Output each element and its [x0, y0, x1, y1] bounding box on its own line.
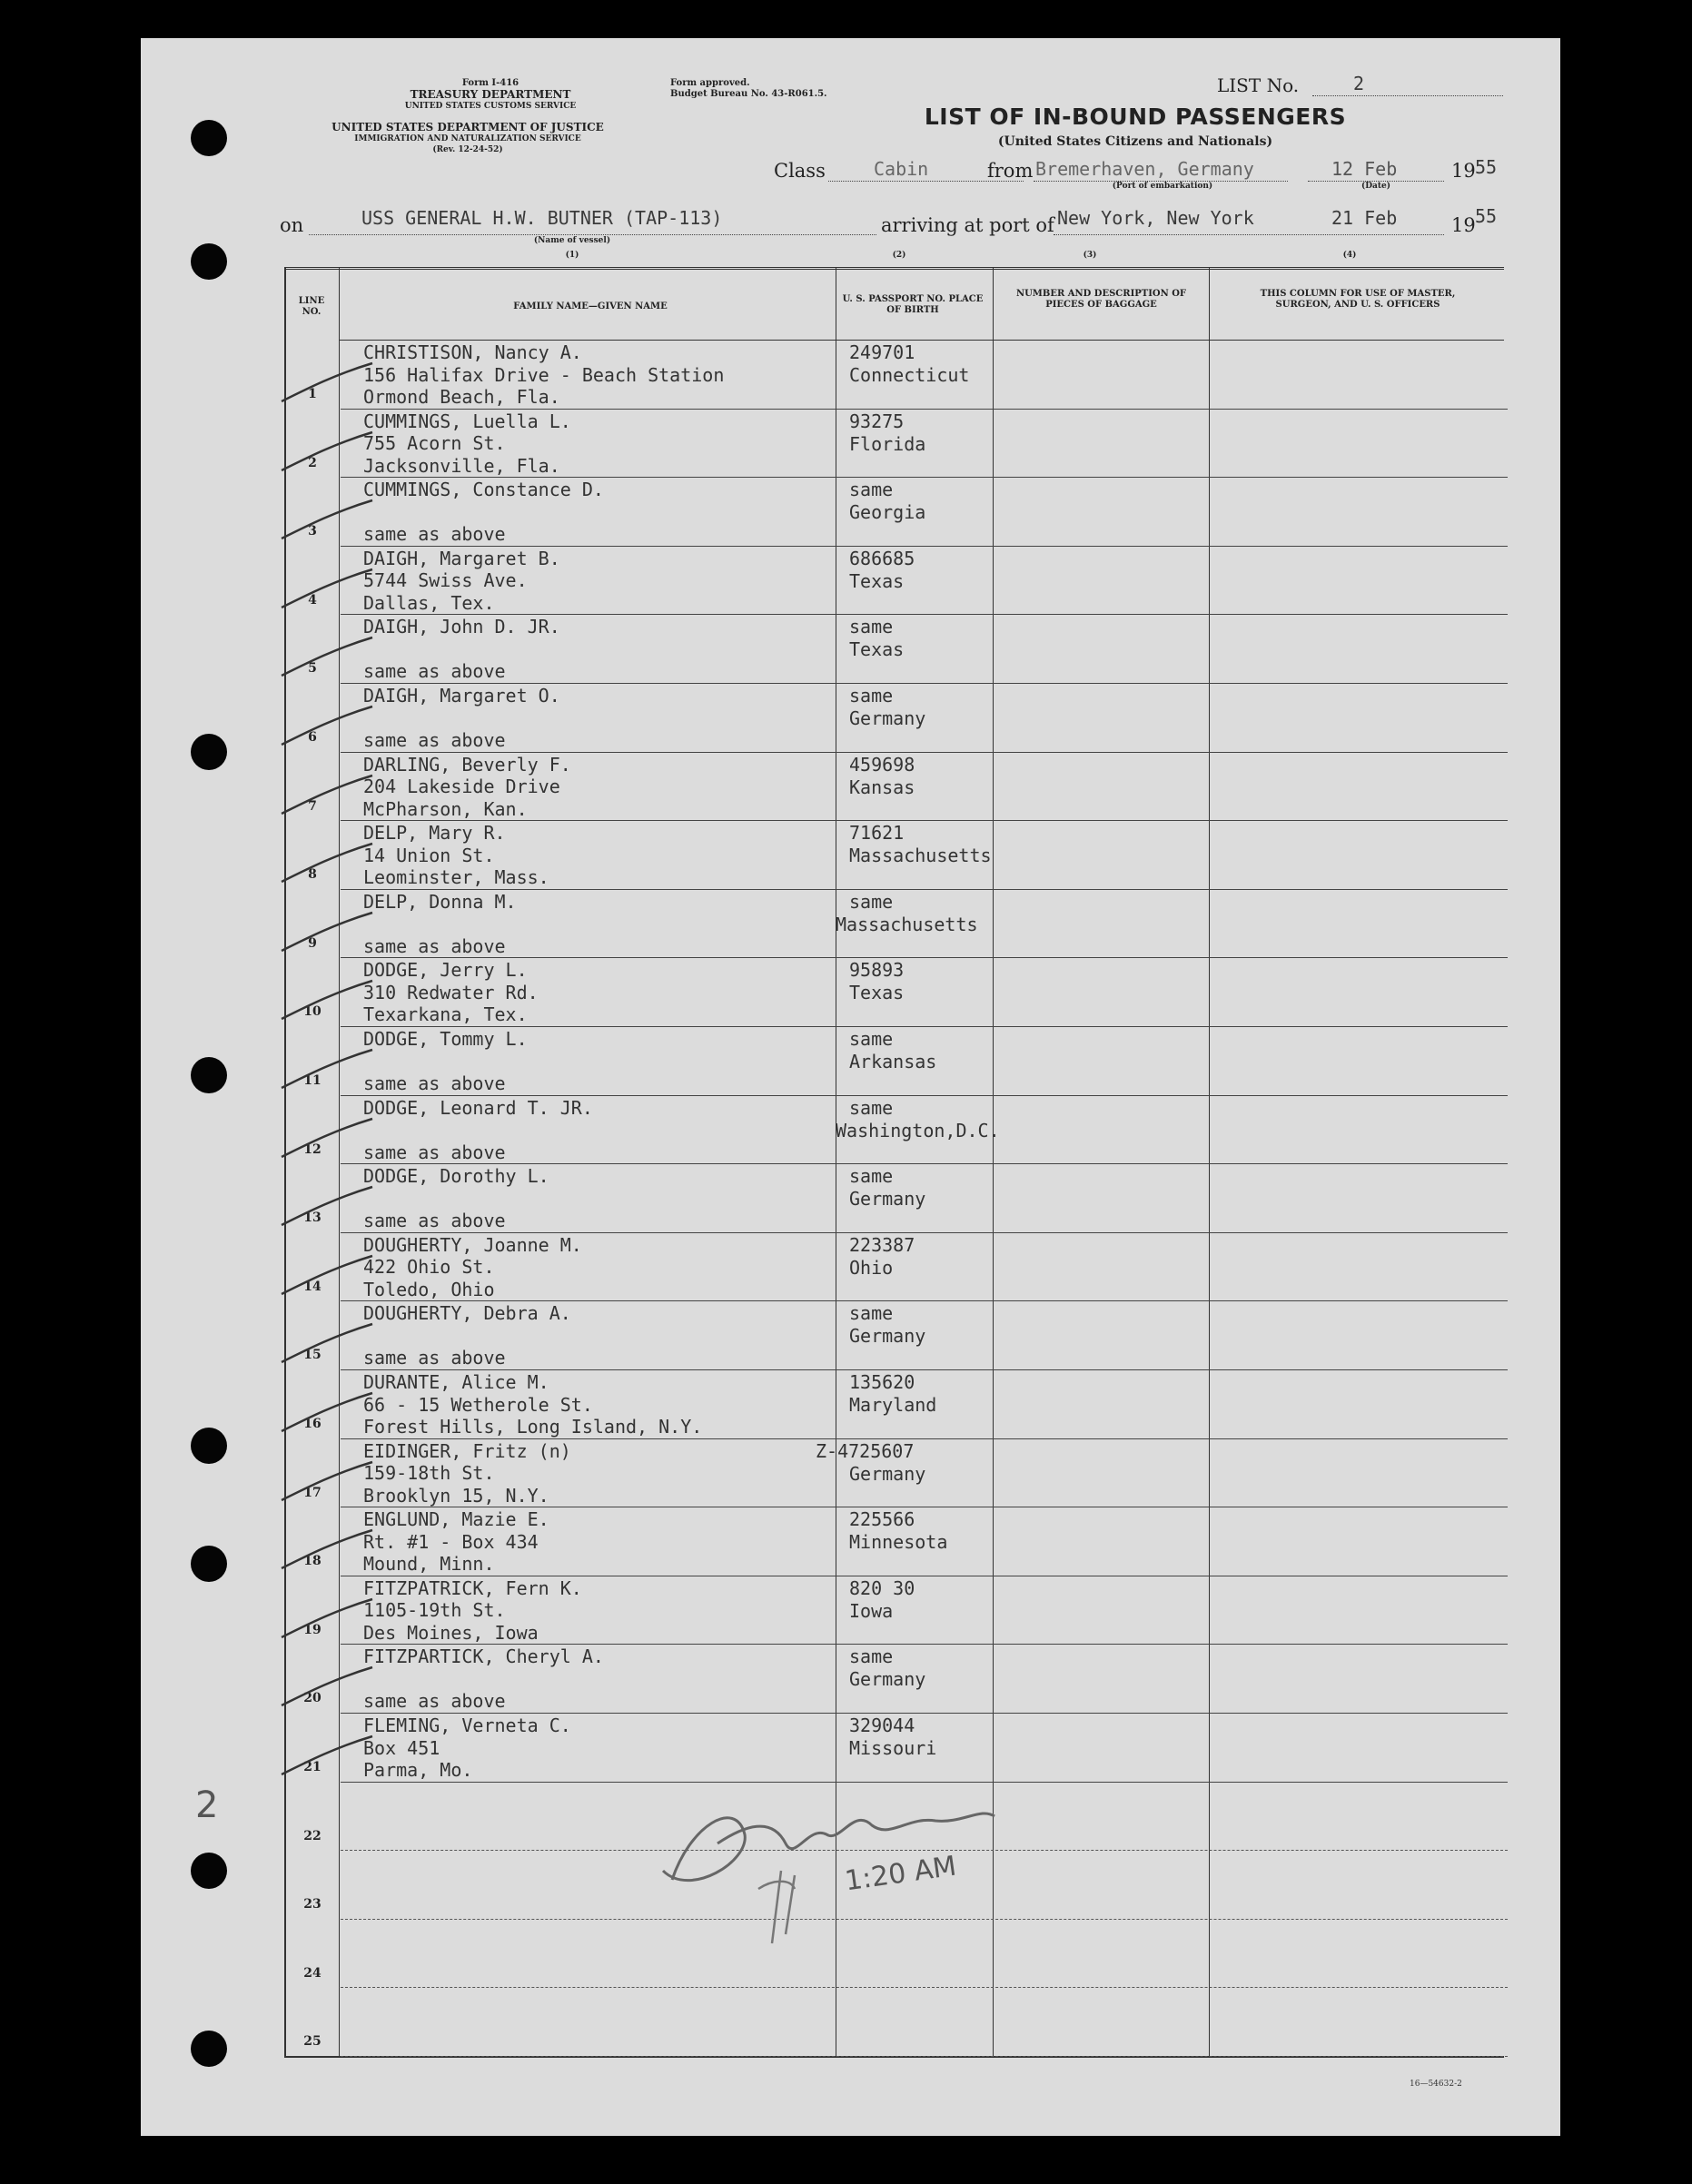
page-title: LIST OF IN-BOUND PASSENGERS [924, 104, 1347, 130]
passenger-address: Toledo, Ohio [363, 1278, 495, 1300]
passport-number: same [849, 616, 894, 638]
line-number: 21 [303, 1760, 322, 1774]
place-of-birth: Ohio [849, 1256, 894, 1279]
col-header-name: FAMILY NAME—GIVEN NAME [513, 301, 668, 311]
line-number: 10 [303, 1004, 322, 1020]
line-number: 20 [303, 1691, 322, 1706]
passenger-name: CUMMINGS, Constance D. [363, 479, 604, 501]
col-header-officers: THIS COLUMN FOR USE OF MASTER, SURGEON, AND U. S. OFFICERS [1260, 289, 1456, 310]
line-number: 7 [308, 798, 317, 814]
arriving-label: arriving at port of [881, 214, 1054, 236]
passenger-name: EIDINGER, Fritz (n) [363, 1439, 571, 1462]
row-divider [341, 1232, 1508, 1233]
passenger-name: DODGE, Dorothy L. [363, 1165, 549, 1188]
passport-number: 820 30 [849, 1576, 915, 1599]
binder-hole [191, 1853, 227, 1889]
passenger-address: 66 - 15 Wetherole St. [363, 1393, 593, 1416]
line-number: 12 [303, 1141, 322, 1157]
check-mark [272, 1523, 381, 1577]
arrival-port-underline [1054, 234, 1444, 235]
depart-year: 55 [1475, 156, 1498, 178]
binder-hole [191, 1428, 227, 1464]
check-mark [272, 905, 381, 960]
passenger-name: DOUGHERTY, Debra A. [363, 1302, 571, 1325]
depart-year-prefix: 19 [1451, 160, 1476, 182]
list-no-underline [1312, 95, 1503, 96]
customs-service: UNITED STATES CUSTOMS SERVICE [404, 102, 577, 111]
place-of-birth: Arkansas [849, 1051, 937, 1072]
table-top-border [284, 267, 1504, 270]
passport-number: 686685 [849, 547, 915, 569]
passenger-address: 755 Acorn St. [363, 432, 506, 455]
depart-date: 12 Feb [1331, 158, 1398, 180]
passenger-name: DELP, Mary R. [363, 822, 506, 845]
passport-number: same [849, 1302, 894, 1325]
row-divider [341, 683, 1508, 684]
passenger-address: 159-18th St. [363, 1462, 495, 1485]
check-mark [272, 562, 381, 617]
line-number: 6 [308, 730, 317, 745]
passenger-address: same as above [363, 729, 506, 751]
port-caption: (Port of embarkation) [1112, 182, 1213, 191]
passenger-name: FITZPARTICK, Cheryl A. [363, 1645, 604, 1668]
passenger-address: same as above [363, 660, 506, 683]
line-number: 14 [303, 1279, 322, 1294]
place-of-birth: Washington,D.C. [836, 1119, 1000, 1141]
passport-number: 329044 [849, 1715, 915, 1736]
budget-bureau: Budget Bureau No. 43-R061.5. [670, 89, 827, 99]
check-mark [272, 1660, 381, 1715]
passenger-address: Box 451 [363, 1736, 440, 1759]
col-header-baggage: NUMBER AND DESCRIPTION OF PIECES OF BAGGAGE [1015, 289, 1187, 310]
row-divider [341, 957, 1508, 958]
check-mark [272, 1386, 381, 1440]
margin-note: 2 [195, 1784, 219, 1826]
class-value: Cabin [874, 158, 929, 180]
passport-number: 459698 [849, 753, 915, 776]
col-ref-3: (3) [1083, 251, 1097, 260]
row-divider [341, 1369, 1508, 1370]
row-divider [341, 2056, 1508, 2057]
place-of-birth: Minnesota [849, 1531, 948, 1554]
check-mark [272, 1249, 381, 1303]
passenger-address: Forest Hills, Long Island, N.Y. [363, 1416, 703, 1438]
passport-number: 225566 [849, 1508, 915, 1531]
passport-number: 135620 [849, 1371, 915, 1393]
arrival-date: 21 Feb [1331, 207, 1398, 229]
passenger-address: Mound, Minn. [363, 1553, 495, 1576]
passenger-name: FITZPATRICK, Fern K. [363, 1576, 582, 1599]
passport-number: same [849, 1096, 894, 1119]
passport-number: 93275 [849, 410, 905, 432]
col-ref-2: (2) [892, 251, 906, 260]
line-number: 22 [303, 1828, 322, 1843]
passenger-address: same as above [363, 934, 506, 957]
passenger-address: Brooklyn 15, N.Y. [363, 1484, 549, 1507]
passenger-address: Des Moines, Iowa [363, 1621, 539, 1644]
passport-number: same [849, 1645, 894, 1668]
check-mark [272, 1455, 381, 1509]
passenger-name: DURANTE, Alice M. [363, 1371, 549, 1393]
check-mark [272, 493, 381, 548]
passport-number: Z-4725607 [816, 1439, 915, 1462]
vessel-underline [309, 234, 876, 235]
baggage-col-border [1209, 267, 1210, 2056]
place-of-birth: Texas [849, 569, 905, 592]
passenger-address: Jacksonville, Fla. [363, 454, 560, 477]
embarkation-port: Bremerhaven, Germany [1035, 158, 1254, 180]
place-of-birth: Kansas [849, 776, 915, 798]
place-of-birth: Texas [849, 638, 905, 661]
binder-hole [191, 1057, 227, 1093]
passport-number: 223387 [849, 1233, 915, 1256]
line-number: 18 [303, 1554, 322, 1569]
passenger-address: 422 Ohio St. [363, 1256, 495, 1279]
passenger-address: 14 Union St. [363, 844, 495, 866]
passenger-address: Dallas, Tex. [363, 591, 495, 614]
place-of-birth: Iowa [849, 1599, 894, 1622]
passenger-name: ENGLUND, Mazie E. [363, 1508, 549, 1531]
col-header-line-no: LINE NO. [298, 296, 325, 317]
passenger-address: Parma, Mo. [363, 1759, 473, 1781]
revision: (Rev. 12-24-52) [432, 145, 503, 154]
passenger-name: DODGE, Jerry L. [363, 959, 528, 982]
passport-number: 249701 [849, 341, 915, 363]
passenger-address: Leominster, Mass. [363, 866, 549, 889]
row-divider [341, 752, 1508, 753]
arrival-port: New York, New York [1057, 207, 1254, 229]
list-no-value: 2 [1353, 73, 1365, 94]
place-of-birth: Massachusetts [849, 845, 992, 867]
passport-number: same [849, 479, 894, 501]
footer-code: 16—54632-2 [1410, 2080, 1462, 2089]
row-divider [341, 1095, 1508, 1096]
passenger-address: same as above [363, 1347, 506, 1369]
place-of-birth: Texas [849, 982, 905, 1004]
binder-hole [191, 120, 227, 156]
row-divider [341, 1300, 1508, 1301]
passport-number: 71621 [849, 822, 905, 845]
col-header-passport: U. S. PASSPORT NO. PLACE OF BIRTH [842, 294, 984, 315]
check-mark [272, 630, 381, 685]
time-stamp: 1:20 AM [843, 1850, 959, 1898]
ins-service: IMMIGRATION AND NATURALIZATION SERVICE [354, 134, 581, 143]
passenger-name: CUMMINGS, Luella L. [363, 410, 571, 432]
check-mark [272, 1729, 381, 1784]
header-bottom-border [339, 340, 1504, 341]
passenger-name: DODGE, Leonard T. JR. [363, 1096, 593, 1119]
form-approved: Form approved. [670, 78, 750, 88]
line-number: 13 [303, 1211, 322, 1226]
col-ref-4: (4) [1342, 251, 1357, 260]
row-divider [341, 1163, 1508, 1164]
passenger-address: same as above [363, 1210, 506, 1232]
passenger-address: Rt. #1 - Box 434 [363, 1530, 539, 1553]
line-number: 5 [308, 661, 317, 677]
line-number: 9 [308, 935, 317, 951]
passenger-address: same as above [363, 1072, 506, 1094]
row-divider [341, 1713, 1508, 1714]
line-number: 23 [303, 1897, 322, 1912]
passenger-address: same as above [363, 1690, 506, 1713]
check-mark [272, 768, 381, 823]
place-of-birth: Germany [849, 707, 926, 729]
line-number: 24 [303, 1965, 322, 1981]
row-divider [341, 1987, 1508, 1988]
passenger-address: 5744 Swiss Ave. [363, 569, 528, 592]
place-of-birth: Maryland [849, 1394, 937, 1416]
check-mark [272, 425, 381, 479]
passenger-address: 204 Lakeside Drive [363, 776, 560, 798]
passenger-address: Texarkana, Tex. [363, 1003, 528, 1026]
signature [636, 1771, 1017, 1952]
check-mark [272, 1043, 381, 1097]
place-of-birth: Germany [849, 1462, 926, 1485]
passenger-address: same as above [363, 1141, 506, 1163]
row-divider [341, 614, 1508, 615]
binder-hole [191, 734, 227, 770]
place-of-birth: Florida [849, 432, 926, 455]
passport-number: same [849, 1165, 894, 1188]
place-of-birth: Germany [849, 1325, 926, 1348]
binder-hole [191, 1546, 227, 1582]
line-number: 4 [308, 592, 317, 608]
class-label: Class [774, 160, 826, 182]
passenger-name: CHRISTISON, Nancy A. [363, 341, 582, 363]
check-mark [272, 836, 381, 891]
arrival-year: 55 [1475, 205, 1498, 227]
passenger-address: 1105-19th St. [363, 1599, 506, 1622]
passenger-name: DAIGH, John D. JR. [363, 616, 560, 638]
passport-number: same [849, 685, 894, 707]
justice-dept: UNITED STATES DEPARTMENT OF JUSTICE [331, 121, 604, 133]
passenger-address: Ormond Beach, Fla. [363, 386, 560, 408]
form-number: Form I-416 [461, 78, 519, 88]
from-label: from [987, 160, 1034, 182]
row-divider [341, 546, 1508, 547]
line-number: 2 [308, 455, 317, 470]
line-number: 1 [308, 387, 317, 401]
passenger-name: FLEMING, Verneta C. [363, 1715, 571, 1736]
line-number: 11 [303, 1073, 322, 1088]
place-of-birth: Germany [849, 1668, 926, 1691]
place-of-birth: Connecticut [849, 364, 970, 386]
line-number: 16 [303, 1417, 322, 1431]
page-subtitle: (United States Citizens and Nationals) [997, 134, 1273, 149]
passport-number: same [849, 1028, 894, 1050]
place-of-birth: Germany [849, 1188, 926, 1211]
arrival-year-prefix: 19 [1451, 214, 1476, 236]
passenger-address: McPharson, Kan. [363, 797, 528, 820]
treasury-dept: TREASURY DEPARTMENT [410, 88, 571, 101]
list-no-label: LIST No. [1217, 74, 1300, 96]
passenger-name: DODGE, Tommy L. [363, 1028, 528, 1050]
on-label: on [280, 214, 304, 236]
passenger-address: 156 Halifax Drive - Beach Station [363, 363, 725, 386]
passport-number: 95893 [849, 959, 905, 982]
vessel-caption: (Name of vessel) [533, 236, 611, 245]
check-mark [272, 699, 381, 754]
place-of-birth: Massachusetts [836, 913, 978, 935]
passenger-address: same as above [363, 523, 506, 546]
vessel-name: USS GENERAL H.W. BUTNER (TAP-113) [361, 207, 723, 229]
passenger-address: 310 Redwater Rd. [363, 981, 539, 1003]
line-number: 25 [303, 2034, 322, 2050]
line-number: 8 [308, 867, 317, 883]
passenger-name: DELP, Donna M. [363, 890, 517, 913]
passenger-name: DARLING, Beverly F. [363, 753, 571, 776]
passenger-name: DAIGH, Margaret B. [363, 547, 560, 569]
check-mark [272, 356, 381, 410]
check-mark [272, 1592, 381, 1646]
passenger-name: DAIGH, Margaret O. [363, 685, 560, 707]
check-mark [272, 1180, 381, 1234]
line-number: 19 [303, 1622, 322, 1637]
binder-hole [191, 2031, 227, 2067]
binder-hole [191, 243, 227, 280]
check-mark [272, 973, 381, 1028]
passport-number: same [849, 890, 894, 913]
line-number: 15 [303, 1348, 322, 1363]
passenger-name: DOUGHERTY, Joanne M. [363, 1233, 582, 1256]
place-of-birth: Georgia [849, 501, 926, 524]
line-number: 3 [308, 524, 317, 539]
line-number: 17 [303, 1485, 322, 1500]
place-of-birth: Missouri [849, 1737, 937, 1759]
col-ref-1: (1) [565, 251, 579, 260]
check-mark [272, 1112, 381, 1166]
date-caption: (Date) [1361, 182, 1391, 191]
check-mark [272, 1317, 381, 1371]
